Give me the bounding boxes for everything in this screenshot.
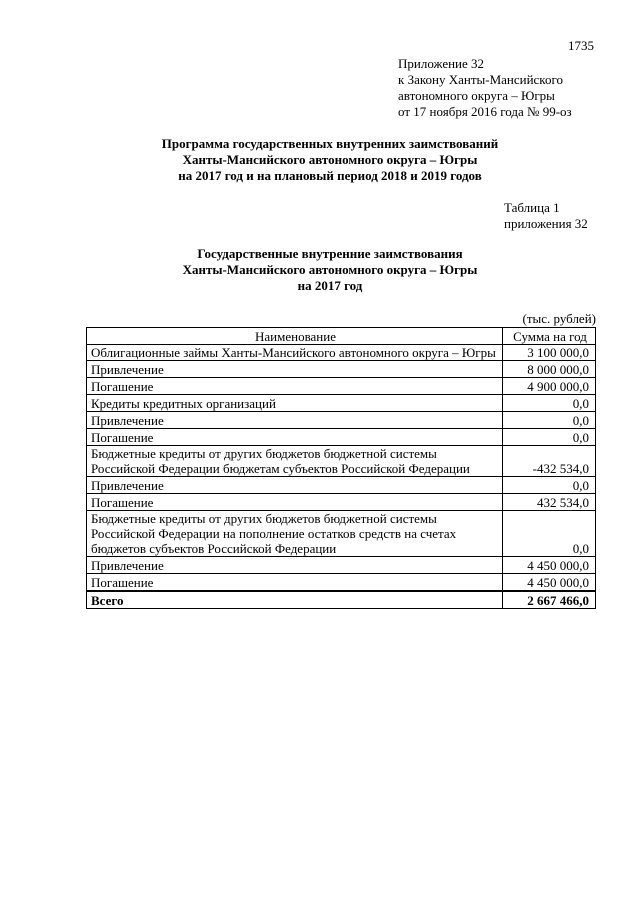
- row-value: 0,0: [503, 395, 596, 412]
- table-row: [87, 511, 596, 557]
- table-label-line: Таблица 1: [504, 200, 560, 215]
- row-name: Привлечение: [87, 412, 503, 429]
- column-header-name: Наименование: [87, 328, 503, 345]
- column-header-amount: Сумма на год: [503, 328, 596, 345]
- total-value: 2 667 466,0: [503, 591, 596, 609]
- table-row: [87, 378, 596, 395]
- row-name: Погашение: [87, 378, 503, 395]
- row-value: 0,0: [503, 477, 596, 494]
- appendix-reference: [398, 56, 572, 120]
- row-name: Привлечение: [87, 557, 503, 574]
- title-line: Ханты-Мансийского автономного округа – Югры: [182, 152, 478, 167]
- table-row: [87, 477, 596, 494]
- row-name: Привлечение: [87, 361, 503, 378]
- row-value: 4 450 000,0: [503, 557, 596, 574]
- row-value: -432 534,0: [503, 446, 596, 477]
- subtitle-line: на 2017 год: [297, 278, 363, 293]
- row-value: 0,0: [503, 412, 596, 429]
- table-row: [87, 361, 596, 378]
- appendix-line: от 17 ноября 2016 года № 99-оз: [398, 104, 572, 119]
- table-row: [87, 446, 596, 477]
- row-value: 4 900 000,0: [503, 378, 596, 395]
- row-name: Бюджетные кредиты от других бюджетов бюджетной системы Российской Федерации на пополнение остатков средств на счетах бюджетов субъектов Российской Федерации: [87, 511, 503, 557]
- row-value: 0,0: [503, 429, 596, 446]
- title-line: на 2017 год и на плановый период 2018 и 2019 годов: [178, 168, 482, 183]
- table-label-line: приложения 32: [504, 216, 588, 231]
- row-value: 0,0: [503, 511, 596, 557]
- table-label: [504, 200, 588, 232]
- row-name: Привлечение: [87, 477, 503, 494]
- subtitle-line: Государственные внутренние заимствования: [197, 246, 463, 261]
- row-value: 8 000 000,0: [503, 361, 596, 378]
- row-name: Бюджетные кредиты от других бюджетов бюджетной системы Российской Федерации бюджетам субъектов Российской Федерации: [87, 446, 503, 477]
- table-total-row: [87, 591, 596, 609]
- table-row: [87, 395, 596, 412]
- borrowings-table: [86, 327, 596, 609]
- subtitle-line: Ханты-Мансийского автономного округа – Югры: [182, 262, 478, 277]
- row-name: Облигационные займы Ханты-Мансийского автономного округа – Югры: [87, 345, 503, 361]
- appendix-line: Приложение 32: [398, 56, 485, 71]
- row-name: Погашение: [87, 574, 503, 592]
- appendix-line: к Закону Ханты-Мансийского: [398, 72, 563, 87]
- row-name: Кредиты кредитных организаций: [87, 395, 503, 412]
- row-value: 3 100 000,0: [503, 345, 596, 361]
- row-value: 4 450 000,0: [503, 574, 596, 592]
- title-line: Программа государственных внутренних заимствований: [161, 136, 499, 151]
- total-label: Всего: [87, 591, 503, 609]
- table-row: [87, 412, 596, 429]
- units-label: (тыс. рублей): [522, 311, 596, 326]
- page-number: 1735: [568, 38, 594, 53]
- table-header-row: [87, 328, 596, 345]
- table-row: [87, 345, 596, 361]
- appendix-line: автономного округа – Югры: [398, 88, 555, 103]
- table-row: [87, 557, 596, 574]
- table-row: [87, 494, 596, 511]
- table-row: [87, 429, 596, 446]
- row-name: Погашение: [87, 429, 503, 446]
- row-name: Погашение: [87, 494, 503, 511]
- document-title: [60, 136, 600, 184]
- table-row: [87, 574, 596, 592]
- table-title: [60, 246, 600, 294]
- row-value: 432 534,0: [503, 494, 596, 511]
